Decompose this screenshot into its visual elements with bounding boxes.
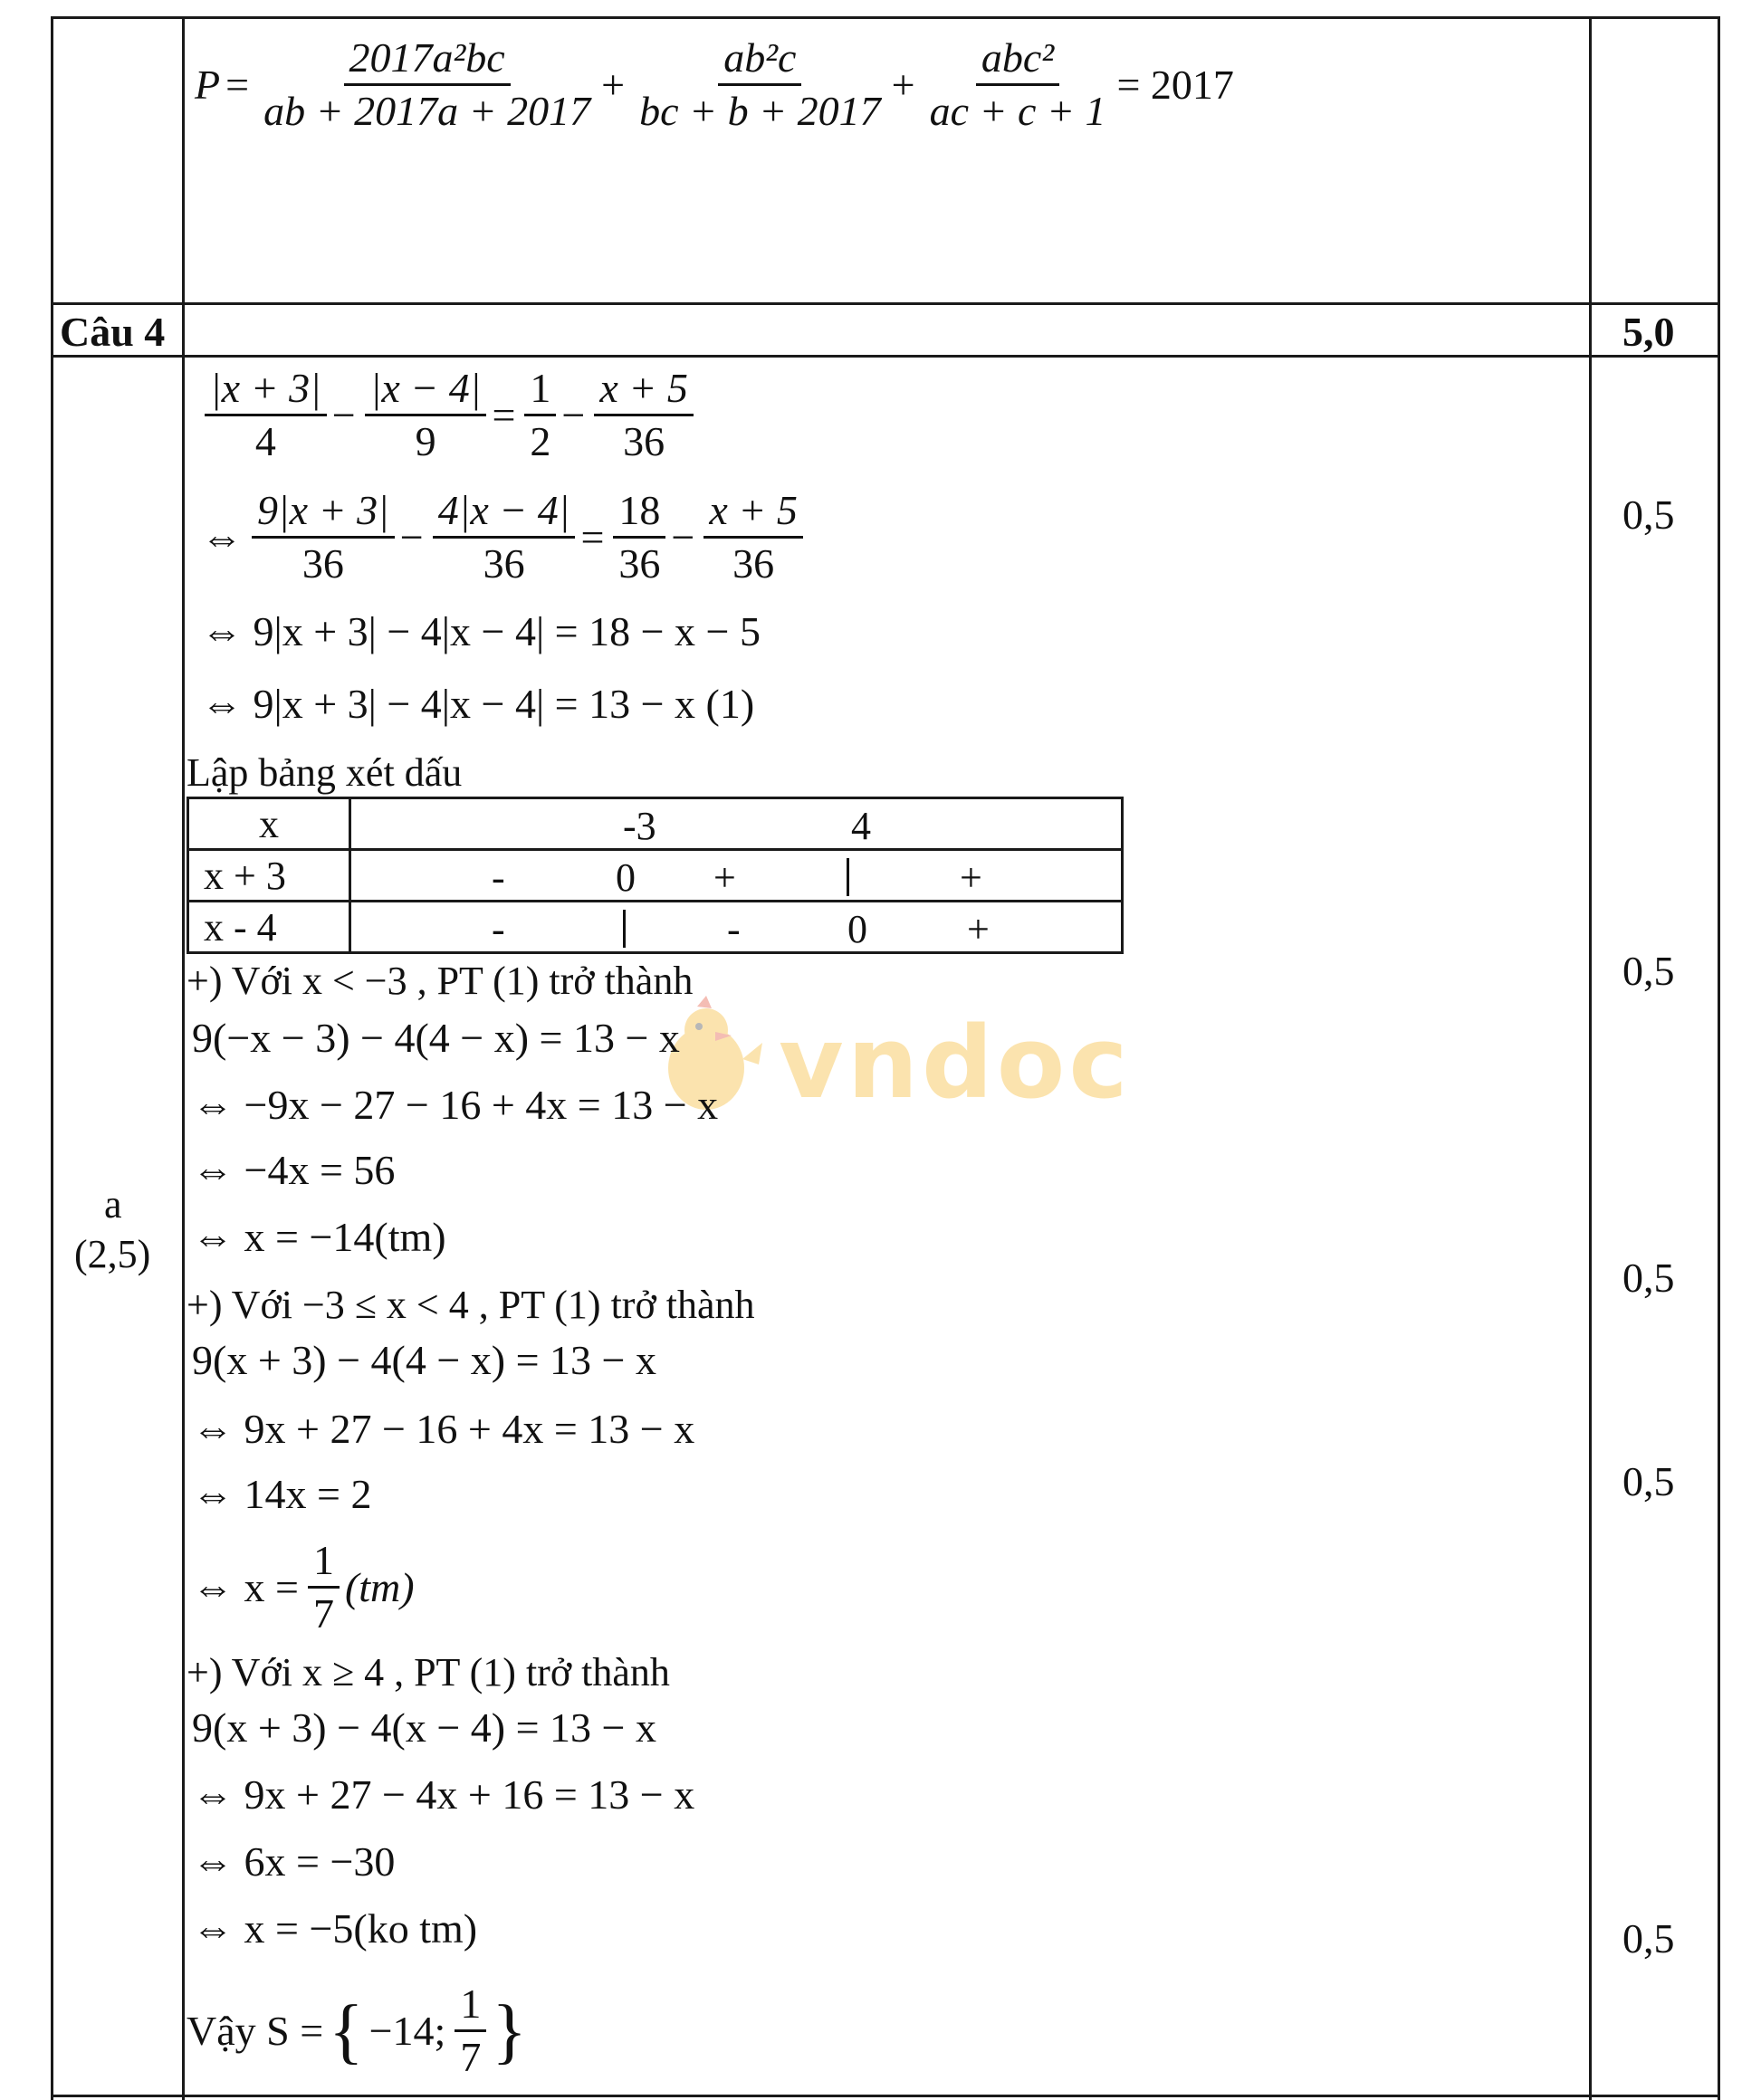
row-divider-2 bbox=[51, 355, 1720, 358]
eq1-frac-c-den: 2 bbox=[530, 418, 551, 465]
watermark-text: vndoc bbox=[779, 1005, 1132, 1121]
eq2-frac-a-num: 9|x + 3| bbox=[252, 489, 395, 539]
formula-P bbox=[195, 36, 1239, 134]
formula-fraction-3 bbox=[924, 36, 1112, 134]
equation-line-4: ⇔ 9|x + 3| − 4|x − 4| = 13 − x (1) bbox=[201, 681, 755, 727]
score-3: 0,5 bbox=[1622, 1255, 1675, 1301]
eq2-frac-a bbox=[252, 489, 395, 587]
score-2: 0,5 bbox=[1622, 948, 1675, 994]
formula-plus-2: + bbox=[891, 61, 915, 108]
eq2-minus-2: − bbox=[671, 513, 695, 560]
row1-tick-at-4 bbox=[847, 858, 849, 896]
case3-line-1: 9(x + 3) − 4(x − 4) = 13 − x bbox=[192, 1704, 656, 1751]
sign-table-header-row bbox=[188, 798, 1123, 850]
case1-line-2: ⇔ −9x − 27 − 16 + 4x = 13 − x bbox=[192, 1082, 719, 1128]
eq1-frac-a-num: |x + 3| bbox=[205, 367, 327, 416]
row-divider-1 bbox=[51, 302, 1720, 305]
sign-table-row1-signs bbox=[350, 850, 1123, 902]
formula-plus-1: + bbox=[601, 61, 626, 108]
score-1: 0,5 bbox=[1622, 492, 1675, 538]
sign-table-row-x-plus-3 bbox=[188, 850, 1123, 902]
equation-line-1 bbox=[201, 367, 699, 464]
conclusion bbox=[187, 1982, 532, 2080]
formula-eq: = bbox=[225, 61, 250, 108]
sign-table-intro: Lập bảng xét dấu bbox=[187, 750, 463, 795]
table-col1-border bbox=[182, 16, 185, 2100]
eq1-frac-c bbox=[524, 367, 556, 464]
eq1-equals: = bbox=[492, 391, 516, 438]
case1-line-4: ⇔ x = −14(tm) bbox=[192, 1214, 446, 1260]
part-label: a bbox=[104, 1182, 122, 1227]
sign-table-value-neg3: -3 bbox=[623, 804, 656, 848]
row1-sign-3: + bbox=[960, 855, 982, 900]
eq1-frac-a-den: 4 bbox=[254, 418, 276, 465]
formula-fraction-2 bbox=[634, 36, 886, 134]
case2-l4-fraction bbox=[308, 1539, 340, 1637]
table-right-border bbox=[1718, 16, 1720, 2100]
eq1-frac-a bbox=[205, 367, 327, 464]
row1-sign-1: - bbox=[492, 855, 505, 900]
eq1-frac-d-den: 36 bbox=[623, 418, 665, 465]
eq2-frac-c-num: 18 bbox=[613, 489, 665, 539]
row2-tick-at-neg3 bbox=[623, 910, 626, 948]
conclusion-close-brace: } bbox=[492, 1990, 527, 2071]
conclusion-open-brace: { bbox=[329, 1990, 364, 2071]
row2-zero: 0 bbox=[847, 907, 867, 951]
eq2-iff-symbol: ⇔ bbox=[201, 513, 243, 560]
eq2-frac-c-den: 36 bbox=[618, 540, 661, 587]
table-left-border bbox=[51, 16, 53, 2100]
sign-table-header-values bbox=[350, 798, 1123, 850]
row1-zero: 0 bbox=[616, 855, 636, 900]
conclusion-den: 7 bbox=[460, 2034, 482, 2081]
case3-line-2: ⇔ 9x + 27 − 4x + 16 = 13 − x bbox=[192, 1771, 695, 1818]
case2-intro: +) Với −3 ≤ x < 4 , PT (1) trở thành bbox=[187, 1283, 755, 1327]
eq2-frac-a-den: 36 bbox=[301, 540, 344, 587]
eq1-frac-c-num: 1 bbox=[524, 367, 556, 416]
case2-line-1: 9(x + 3) − 4(4 − x) = 13 − x bbox=[192, 1337, 656, 1383]
eq2-frac-b-den: 36 bbox=[483, 540, 525, 587]
section-score: 5,0 bbox=[1622, 309, 1675, 355]
equation-line-3: ⇔ 9|x + 3| − 4|x − 4| = 18 − x − 5 bbox=[201, 608, 761, 654]
formula-fraction-1 bbox=[258, 36, 596, 134]
table-col2-border bbox=[1589, 16, 1592, 2100]
table-top-border bbox=[51, 16, 1720, 19]
sign-table bbox=[187, 797, 1124, 954]
fraction-1-numerator: 2017a²bc bbox=[344, 36, 511, 86]
case1-intro: +) Với x < −3 , PT (1) trở thành bbox=[187, 959, 694, 1003]
eq2-frac-d bbox=[703, 489, 802, 587]
eq2-frac-b bbox=[433, 489, 576, 587]
fraction-2-denominator: bc + b + 2017 bbox=[639, 88, 881, 135]
table-bottom-border bbox=[51, 2095, 1720, 2097]
case2-line-4 bbox=[192, 1539, 420, 1637]
case3-line-4: ⇔ x = −5(ko tm) bbox=[192, 1905, 478, 1952]
eq1-minus-2: − bbox=[561, 391, 586, 438]
sign-table-row2-label: x - 4 bbox=[188, 902, 350, 953]
eq1-frac-d bbox=[594, 367, 693, 464]
case2-line-2: ⇔ 9x + 27 − 16 + 4x = 13 − x bbox=[192, 1406, 695, 1452]
eq2-equals: = bbox=[580, 513, 605, 560]
fraction-3-denominator: ac + c + 1 bbox=[929, 88, 1106, 135]
case1-line-1: 9(−x − 3) − 4(4 − x) = 13 − x bbox=[192, 1015, 680, 1061]
row2-sign-2: - bbox=[727, 907, 741, 951]
vndoc-watermark bbox=[652, 996, 1132, 1131]
eq2-frac-c bbox=[613, 489, 665, 587]
conclusion-value-1: −14; bbox=[368, 2007, 446, 2054]
case1-line-3: ⇔ −4x = 56 bbox=[192, 1147, 396, 1193]
formula-result: = 2017 bbox=[1116, 61, 1234, 108]
eq2-frac-d-den: 36 bbox=[732, 540, 775, 587]
eq1-frac-b-num: |x − 4| bbox=[365, 367, 487, 416]
fraction-3-numerator: abc² bbox=[976, 36, 1059, 86]
sign-table-value-4: 4 bbox=[851, 804, 871, 848]
case2-l4-den: 7 bbox=[312, 1590, 334, 1637]
case3-line-3: ⇔ 6x = −30 bbox=[192, 1838, 396, 1885]
conclusion-fraction bbox=[455, 1982, 486, 2080]
eq1-minus-1: − bbox=[331, 391, 356, 438]
equation-line-2 bbox=[201, 489, 809, 587]
score-5: 0,5 bbox=[1622, 1915, 1675, 1962]
case2-l4-prefix: ⇔ x = bbox=[192, 1563, 299, 1610]
conclusion-num: 1 bbox=[455, 1982, 486, 2032]
eq1-frac-d-num: x + 5 bbox=[594, 367, 693, 416]
eq2-minus-1: − bbox=[399, 513, 424, 560]
fraction-1-denominator: ab + 2017a + 2017 bbox=[263, 88, 591, 135]
eq2-frac-d-num: x + 5 bbox=[703, 489, 802, 539]
eq1-frac-b-den: 9 bbox=[415, 418, 436, 465]
sign-table-row1-label: x + 3 bbox=[188, 850, 350, 902]
case2-l4-suffix: (tm) bbox=[344, 1563, 415, 1610]
eq2-frac-b-num: 4|x − 4| bbox=[433, 489, 576, 539]
sign-table-row2-signs bbox=[350, 902, 1123, 953]
row2-sign-1: - bbox=[492, 907, 505, 951]
score-4: 0,5 bbox=[1622, 1458, 1675, 1504]
case3-intro: +) Với x ≥ 4 , PT (1) trở thành bbox=[187, 1650, 670, 1694]
row2-sign-3: + bbox=[967, 907, 990, 951]
eq1-frac-b bbox=[365, 367, 487, 464]
sign-table-row-x-minus-4 bbox=[188, 902, 1123, 953]
part-points: (2,5) bbox=[74, 1232, 151, 1276]
section-label: Câu 4 bbox=[60, 309, 166, 355]
row1-sign-2: + bbox=[713, 855, 736, 900]
case2-line-3: ⇔ 14x = 2 bbox=[192, 1471, 372, 1517]
fraction-2-numerator: ab²c bbox=[718, 36, 801, 86]
conclusion-prefix: Vậy S = bbox=[187, 2007, 324, 2054]
case2-l4-num: 1 bbox=[308, 1539, 340, 1589]
formula-lhs: P bbox=[195, 61, 221, 108]
sign-table-header-label: x bbox=[188, 798, 350, 850]
